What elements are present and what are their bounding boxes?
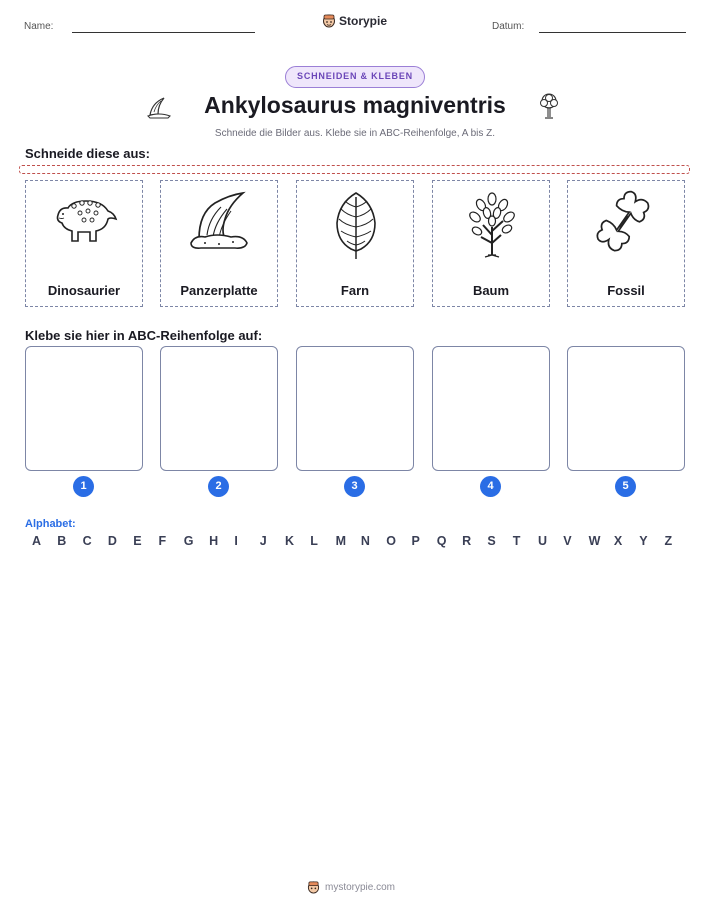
fern-leaf-icon [321,189,391,261]
footer-url: mystorypie.com [325,881,396,893]
header [0,0,709,40]
alphabet-letter: K [285,534,295,548]
alphabet-letter: J [259,534,267,548]
card-label: Dinosaurier [47,283,121,298]
alphabet-letter: Q [436,534,447,548]
cut-line [19,165,690,174]
cut-card-fern[interactable] [296,180,414,307]
date-label: Datum: [492,21,525,32]
paste-box-5[interactable] [567,346,685,471]
paste-heading: Klebe sie hier in ABC-Reihenfolge auf: [25,328,263,343]
alphabet-letter: Y [639,534,648,548]
alphabet-letter: N [360,534,370,548]
alphabet-letter: U [538,534,548,548]
alphabet-letter: W [588,534,601,548]
number-badge-4: 4 [480,476,501,497]
alphabet-row [25,534,683,550]
alphabet-letter: M [335,534,347,548]
card-label: Farn [340,283,370,298]
brand-logo [322,13,387,28]
alphabet-letter: S [487,534,496,548]
date-line [539,32,686,33]
card-label: Fossil [607,283,645,298]
alphabet-letter: B [57,534,67,548]
cut-card-armor-plate[interactable] [160,180,278,307]
card-label: Panzerplatte [180,283,258,298]
alphabet-letter: F [158,534,167,548]
alphabet-heading: Alphabet: [25,518,76,530]
paste-box-3[interactable] [296,346,414,471]
paste-box-1[interactable] [25,346,143,471]
cut-card-fossil[interactable] [567,180,685,307]
alphabet-letter: R [462,534,472,548]
alphabet-letter: Z [664,534,673,548]
number-badge-3: 3 [344,476,365,497]
armor-plate-small-icon [146,95,172,119]
alphabet-letter: C [82,534,92,548]
alphabet-letter: P [411,534,420,548]
tree-small-icon [537,92,561,120]
instructions: Schneide die Bilder aus. Klebe sie in ABC-Reihenfolge, A bis Z. [214,128,496,139]
cut-card-tree[interactable] [432,180,550,307]
footer [307,880,395,894]
alphabet-letter: L [310,534,318,548]
paste-box-4[interactable] [432,346,550,471]
alphabet-letter: A [32,534,42,548]
activity-badge: SCHNEIDEN & KLEBEN [285,66,425,88]
ankylosaurus-icon [50,189,120,249]
alphabet-letter: E [133,534,142,548]
alphabet-letter: H [209,534,219,548]
number-badge-2: 2 [208,476,229,497]
page-title: Ankylosaurus magniventris [204,92,506,118]
number-badge-1: 1 [73,476,94,497]
alphabet-letter: O [386,534,396,548]
alphabet-letter: G [183,534,194,548]
number-badge-5: 5 [615,476,636,497]
card-label: Baum [472,283,510,298]
tree-icon [457,189,527,259]
cut-heading: Schneide diese aus: [25,146,150,161]
cut-card-dinosaur[interactable] [25,180,143,307]
alphabet-letter: T [512,534,521,548]
name-label: Name: [24,21,54,32]
name-line [72,32,255,33]
brand-name: Storypie [339,13,388,28]
alphabet-letter: X [613,534,623,548]
alphabet-letter: V [563,534,572,548]
fossil-bone-icon [592,189,662,259]
alphabet-letter: D [107,534,117,548]
armor-plate-icon [185,189,255,253]
paste-box-2[interactable] [160,346,278,471]
storypie-mascot-icon [322,13,336,28]
alphabet-letter: I [234,534,238,548]
storypie-mascot-icon [307,880,320,894]
